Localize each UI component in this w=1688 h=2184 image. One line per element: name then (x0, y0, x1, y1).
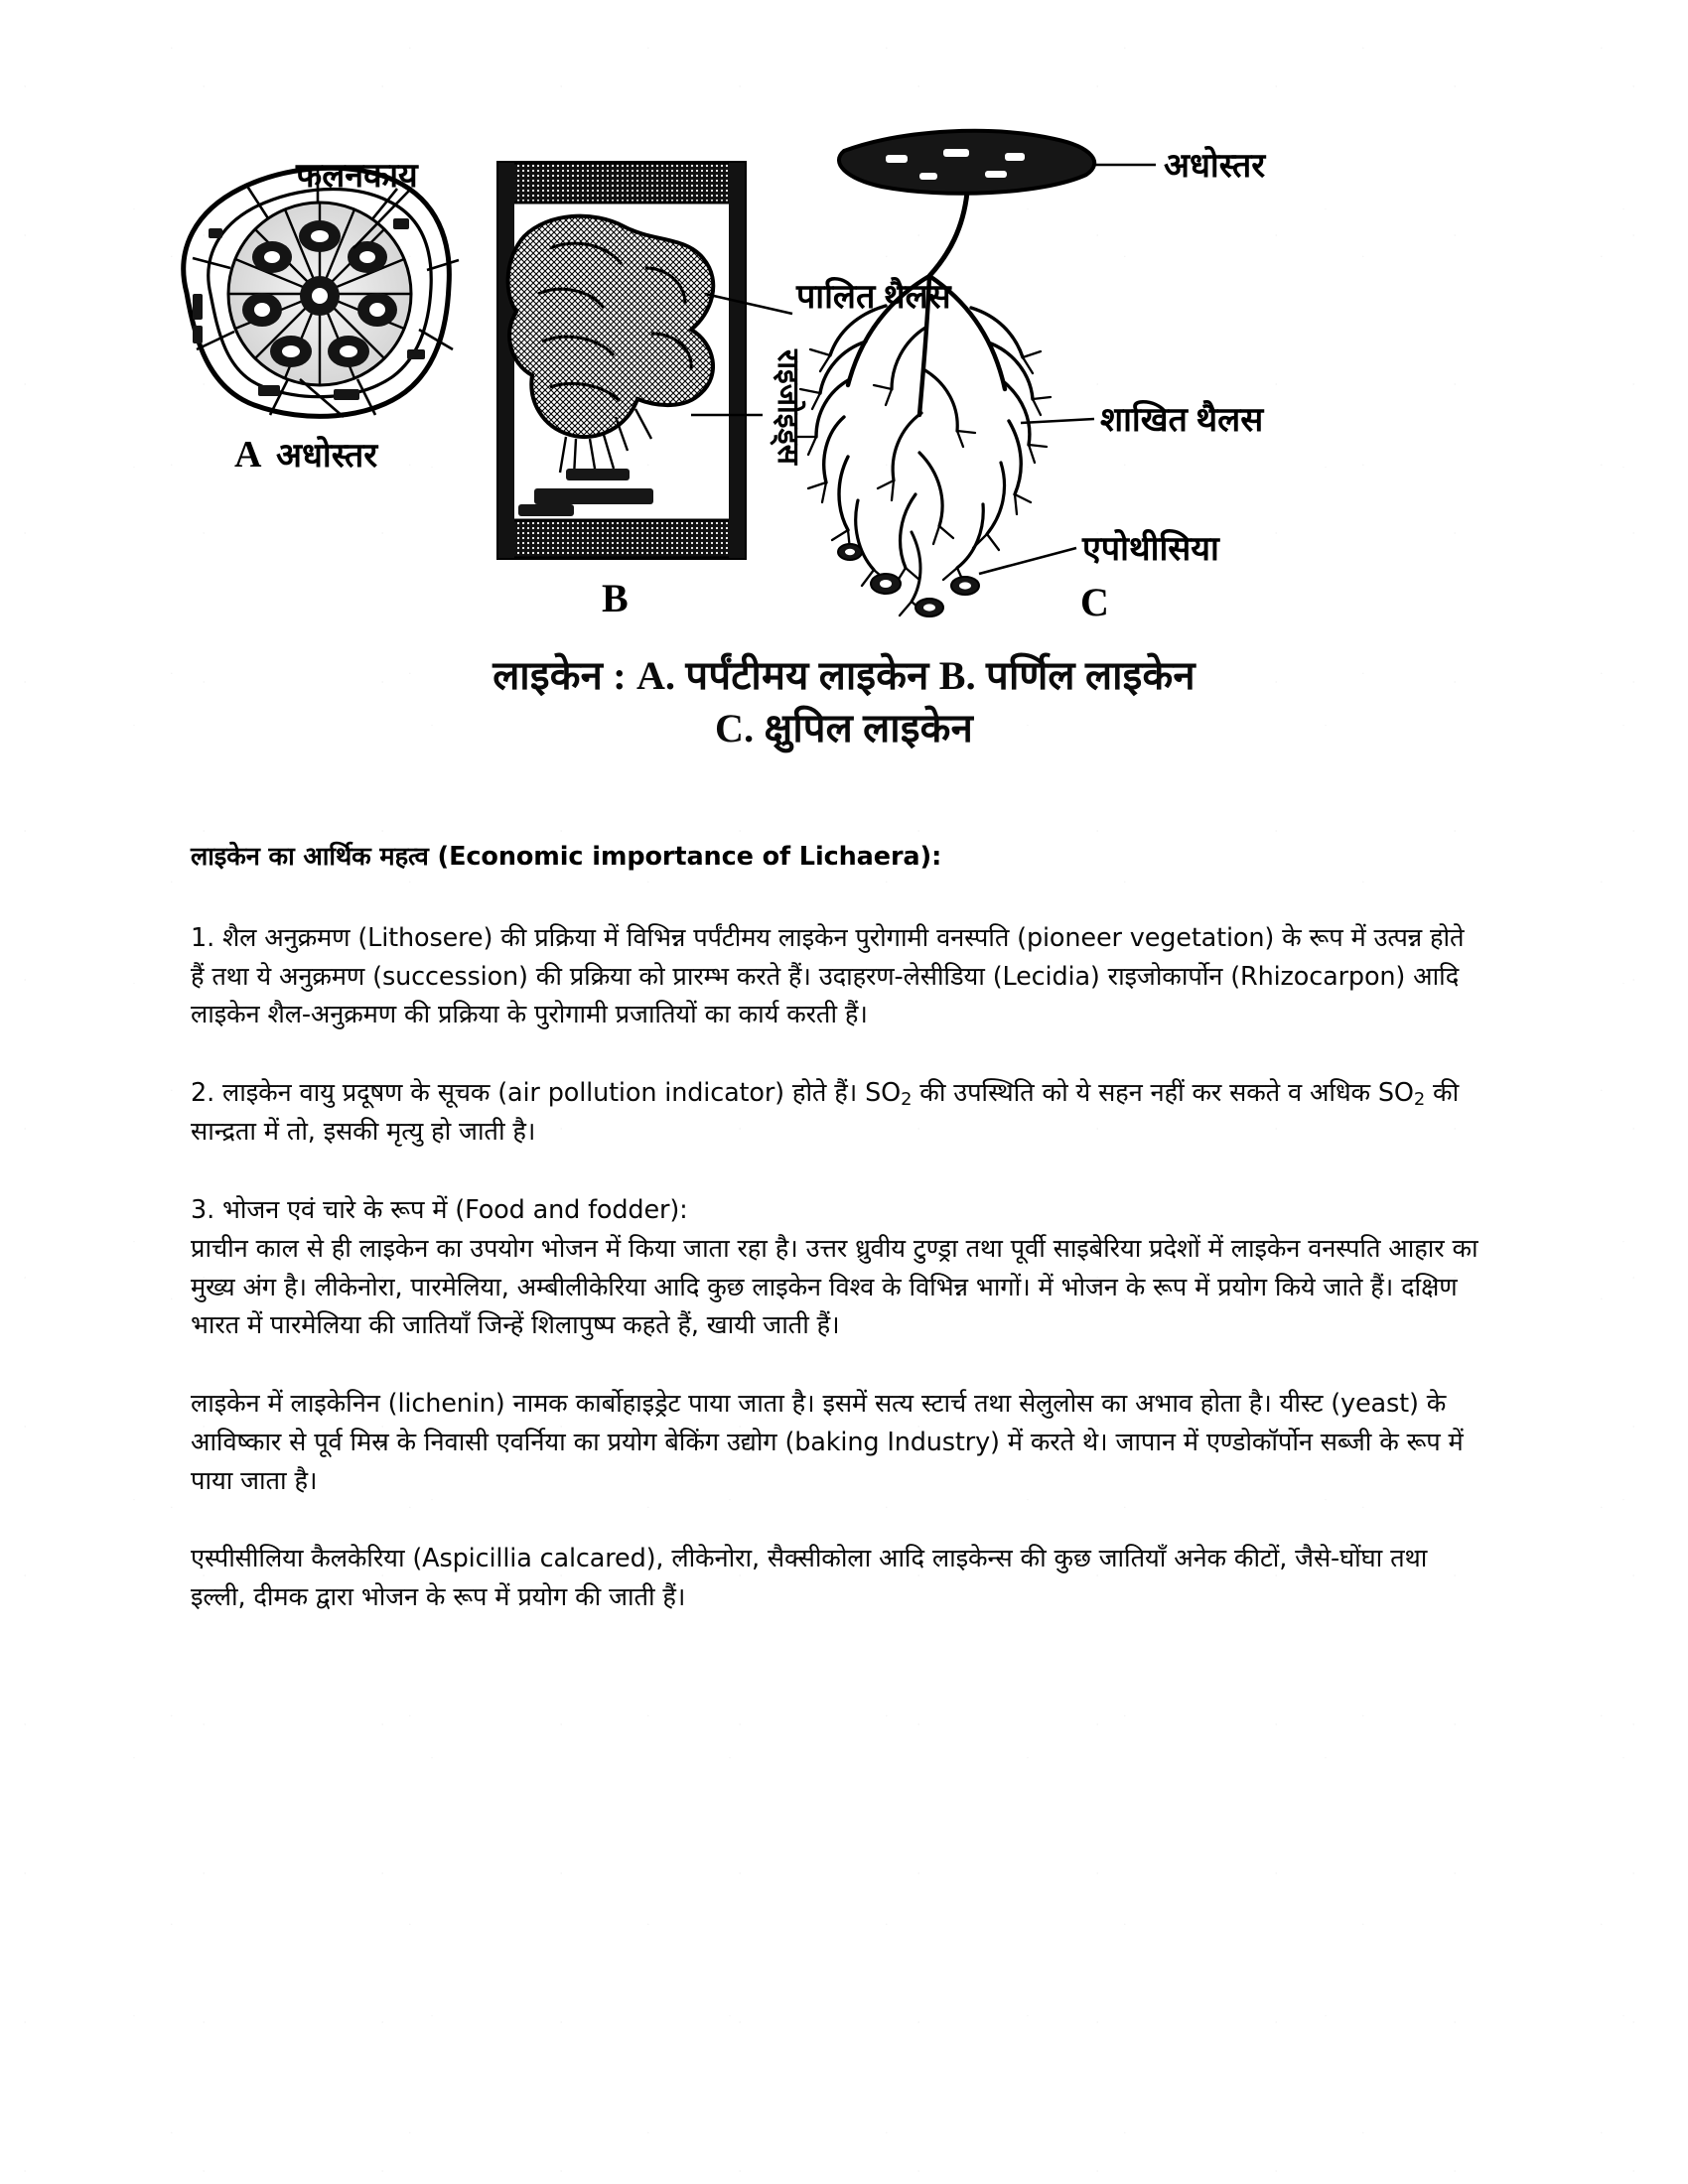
label-foliose-thallus: पालित थैलस (796, 279, 951, 316)
article-body (191, 839, 1481, 1657)
label-fruiting-body: फलनकाय (296, 158, 418, 195)
leader-branched-thallus (1021, 419, 1094, 423)
paragraph-2-part-3: की सान्द्रता में तो, इसकी मृत्यु हो जाती है। (191, 1078, 1460, 1148)
leader-apothecia (979, 548, 1076, 574)
label-substratum-a: अधोस्तर (276, 438, 378, 475)
label-substratum-c: अधोस्तर (1164, 148, 1266, 185)
label-rhizoids: राइजोइड्स (772, 349, 804, 465)
paragraph-4: लाइकेन में लाइकेनिन (lichenin) नामक कार्बोहाइड्रेट पाया जाता है। इसमें सत्य स्टार्च तथा सेलुलोस का अभाव होता है। यीस्ट (yeast) के आविष्कार से पूर्व मिस्र के निवासी एवर्निया का प्रयोग बेकिंग उद्योग (baking Industry) में करते थे। जापान में एण्डोकॉर्पोन सब्जी के रूप में पाया जाता है। (191, 1389, 1464, 1496)
label-apothecia: एपोथीसिया (1082, 531, 1219, 568)
paragraph-2-part-1: 2. लाइकेन वायु प्रदूषण के सूचक (air pollution indicator) होते हैं। SO (191, 1078, 902, 1109)
label-panel-b: B (602, 576, 629, 620)
paragraph-2 (191, 1074, 1481, 1152)
paragraph-2-part-2: की उपस्थिति को ये सहन नहीं कर सकते व अधिक SO (912, 1078, 1414, 1109)
paragraph-3-subheading: 3. भोजन एवं चारे के रूप में (Food and fodder): (191, 1195, 688, 1225)
panel-a-crustose-lichen (184, 167, 459, 417)
lichen-diagram (149, 119, 1460, 675)
label-panel-c: C (1080, 580, 1109, 624)
label-panel-a: A (234, 434, 262, 476)
figure-caption (0, 650, 1688, 755)
figure-caption-line-2: C. क्षुपिल लाइकेन (714, 705, 973, 751)
paragraph-5: एस्पीसीलिया कैलकेरिया (Aspicillia calcared), लीकेनोरा, सैक्सीकोला आदि लाइकेन्स की कुछ जातियाँ अनेक कीटों, जैसे-घोंघा तथा इल्ली, दीमक द्वारा भोजन के रूप में प्रयोग की जाती हैं। (191, 1544, 1428, 1612)
paragraph-3-body: प्राचीन काल से ही लाइकेन का उपयोग भोजन में किया जाता रहा है। उत्तर ध्रुवीय टुण्ड्रा तथा पूर्वी साइबेरिया प्रदेशों में लाइकेन वनस्पति आहार का मुख्य अंग है। लीकेनोरा, पारमेलिया, अम्बीलीकेरिया आदि कुछ लाइकेन विश्व के विभिन्न भागों। में भोजन के रूप में प्रयोग किये जाते हैं। दक्षिण भारत में पारमेलिया की जातियाँ जिन्हें शिलापुष्प कहते हैं, खायी जाती हैं। (191, 1233, 1478, 1341)
so2-subscript-2: 2 (1413, 1089, 1426, 1111)
panel-b-foliose-lichen (498, 163, 792, 558)
label-branched-thallus: शाखित थैलस (1100, 402, 1264, 439)
paragraph-1: 1. शैल अनुक्रमण (Lithosere) की प्रक्रिया में विभिन्न पर्पंटीमय लाइकेन पुरोगामी वनस्पति (pioneer vegetation) के रूप में उत्पन्न होते हैं तथा ये अनुक्रमण (succession) की प्रक्रिया को प्रारम्भ करते हैं। उदाहरण-लेसीडिया (Lecidia) राइजोकार्पोन (Rhizocarpon) आदि लाइकेन शैल-अनुक्रमण की प्रक्रिया के पुरोगामी प्रजातियों का कार्य करती हैं। (191, 922, 1465, 1030)
lichen-figure-block (0, 0, 1688, 804)
so2-subscript-1: 2 (901, 1089, 913, 1111)
section-heading: लाइकेन का आर्थिक महत्व (Economic importance of Lichaera): (191, 842, 942, 872)
figure-caption-line-1: लाइकेन : A. पर्पंटीमय लाइकेन B. पर्णिल लाइकेन (492, 653, 1196, 698)
